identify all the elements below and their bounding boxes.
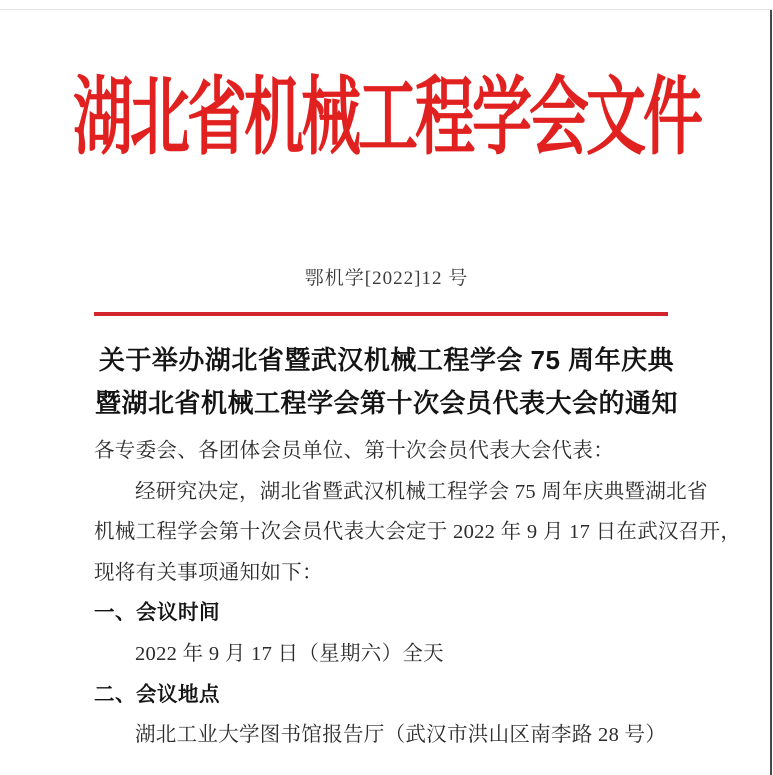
section-1-heading: 一、会议时间 xyxy=(94,601,220,625)
letterhead-title: 湖北省机械工程学会文件 xyxy=(73,71,700,166)
notice-title xyxy=(0,339,773,425)
paragraph-line: 经研究决定，湖北省暨武汉机械工程学会 75 周年庆典暨湖北省 xyxy=(135,480,708,503)
section-2-heading: 二、会议地点 xyxy=(94,682,220,706)
notice-title-line-2: 暨湖北省机械工程学会第十次会员代表大会的通知 xyxy=(94,388,678,418)
red-separator-rule xyxy=(94,312,668,316)
document-number: 鄂机学[2022]12 号 xyxy=(304,268,469,289)
section-2-content: 湖北工业大学图书馆报告厅（武汉市洪山区南李路 28 号） xyxy=(135,724,667,747)
document-body xyxy=(94,431,742,756)
top-hairline-divider xyxy=(0,9,773,10)
section-1-content: 2022 年 9 月 17 日（星期六）全天 xyxy=(135,642,444,665)
paragraph-line: 现将有关事项通知如下： xyxy=(94,561,323,584)
notice-title-line-1: 关于举办湖北省暨武汉机械工程学会 75 周年庆典 xyxy=(98,345,675,375)
paragraph-line: 机械工程学会第十次会员代表大会定于 2022 年 9 月 17 日在武汉召开， xyxy=(94,521,742,544)
salutation-line: 各专委会、各团体会员单位、第十次会员代表大会代表： xyxy=(94,440,614,462)
